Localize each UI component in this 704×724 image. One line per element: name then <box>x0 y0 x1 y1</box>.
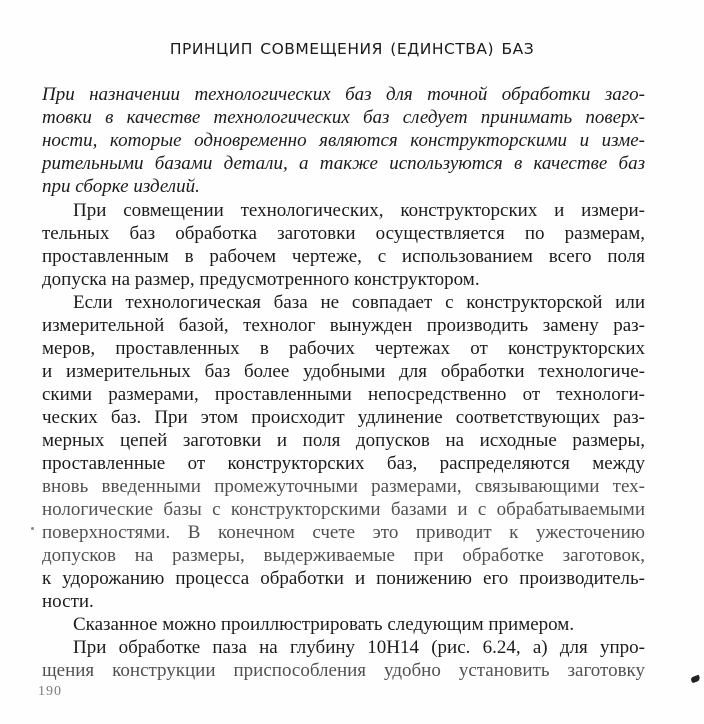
rule-line-2: товки в качестве технологических баз следует принимать поверх- <box>42 107 645 128</box>
paragraph-2-line-2: измерительной базой, технолог вынужден производить замену раз- <box>42 315 645 336</box>
paragraph-2-line-5: скими размерами, проставленными непосредственно от технологи- <box>42 384 645 405</box>
paragraph-2-line-9: вновь введенными промежуточными размерами, связывающими тех- <box>42 476 645 497</box>
paragraph-4-line-1: При обработке паза на глубину 10Н14 (рис. 6.24, а) для упро- <box>73 637 645 658</box>
scan-mark <box>690 675 701 684</box>
rule-line-5: при сборке изделий. <box>42 176 200 197</box>
paragraph-4-line-2: щения конструкции приспособления удобно установить заготовку <box>42 660 645 681</box>
rule-line-4: рительными базами детали, а также используются в качестве баз <box>42 153 645 174</box>
paragraph-2-line-11: поверхностями. В конечном счете это приводит к ужесточению <box>42 522 645 543</box>
rule-line-3: ности, которые одновременно являются конструкторскими и изме- <box>42 130 645 151</box>
scan-speck <box>31 527 34 530</box>
paragraph-2-line-8: проставленные от конструкторских баз, распределяются между <box>42 453 645 474</box>
rule-line-1: При назначении технологических баз для точной обработки заго- <box>42 84 645 105</box>
paragraph-2-line-13: к удорожанию процесса обработки и понижению его производитель- <box>42 568 645 589</box>
paragraph-2-line-4: и измерительных баз более удобными для обработки технологиче- <box>42 361 645 382</box>
page-title: ПРИНЦИП СОВМЕЩЕНИЯ (ЕДИНСТВА) БАЗ <box>169 40 535 58</box>
page-number: 190 <box>38 684 62 699</box>
paragraph-2-line-1: Если технологическая база не совпадает с конструкторской или <box>73 292 645 313</box>
paragraph-1-line-3: проставленным в рабочем чертеже, с использованием всего поля <box>42 246 645 267</box>
paragraph-1-line-1: При совмещении технологических, конструкторских и измери- <box>73 200 645 221</box>
paragraph-1-line-2: тельных баз обработка заготовки осуществляется по размерам, <box>42 223 645 244</box>
paragraph-1-line-4: допуска на размер, предусмотренного конструктором. <box>42 269 480 290</box>
paragraph-2-line-7: мерных цепей заготовки и поля допусков на исходные размеры, <box>42 430 645 451</box>
paragraph-2-line-12: допусков на размеры, выдерживаемые при обработке заготовок, <box>42 545 645 566</box>
paragraph-3-line-1: Сказанное можно проиллюстрировать следующим примером. <box>73 614 575 635</box>
paragraph-2-line-3: меров, проставленных в рабочих чертежах от конструкторских <box>42 338 645 359</box>
paragraph-2-line-10: нологические базы с конструкторскими базами и с обрабатываемыми <box>42 499 645 520</box>
paragraph-2-line-14: ности. <box>42 591 94 612</box>
paragraph-2-line-6: ческих баз. При этом происходит удлинение соответствующих раз- <box>42 407 645 428</box>
